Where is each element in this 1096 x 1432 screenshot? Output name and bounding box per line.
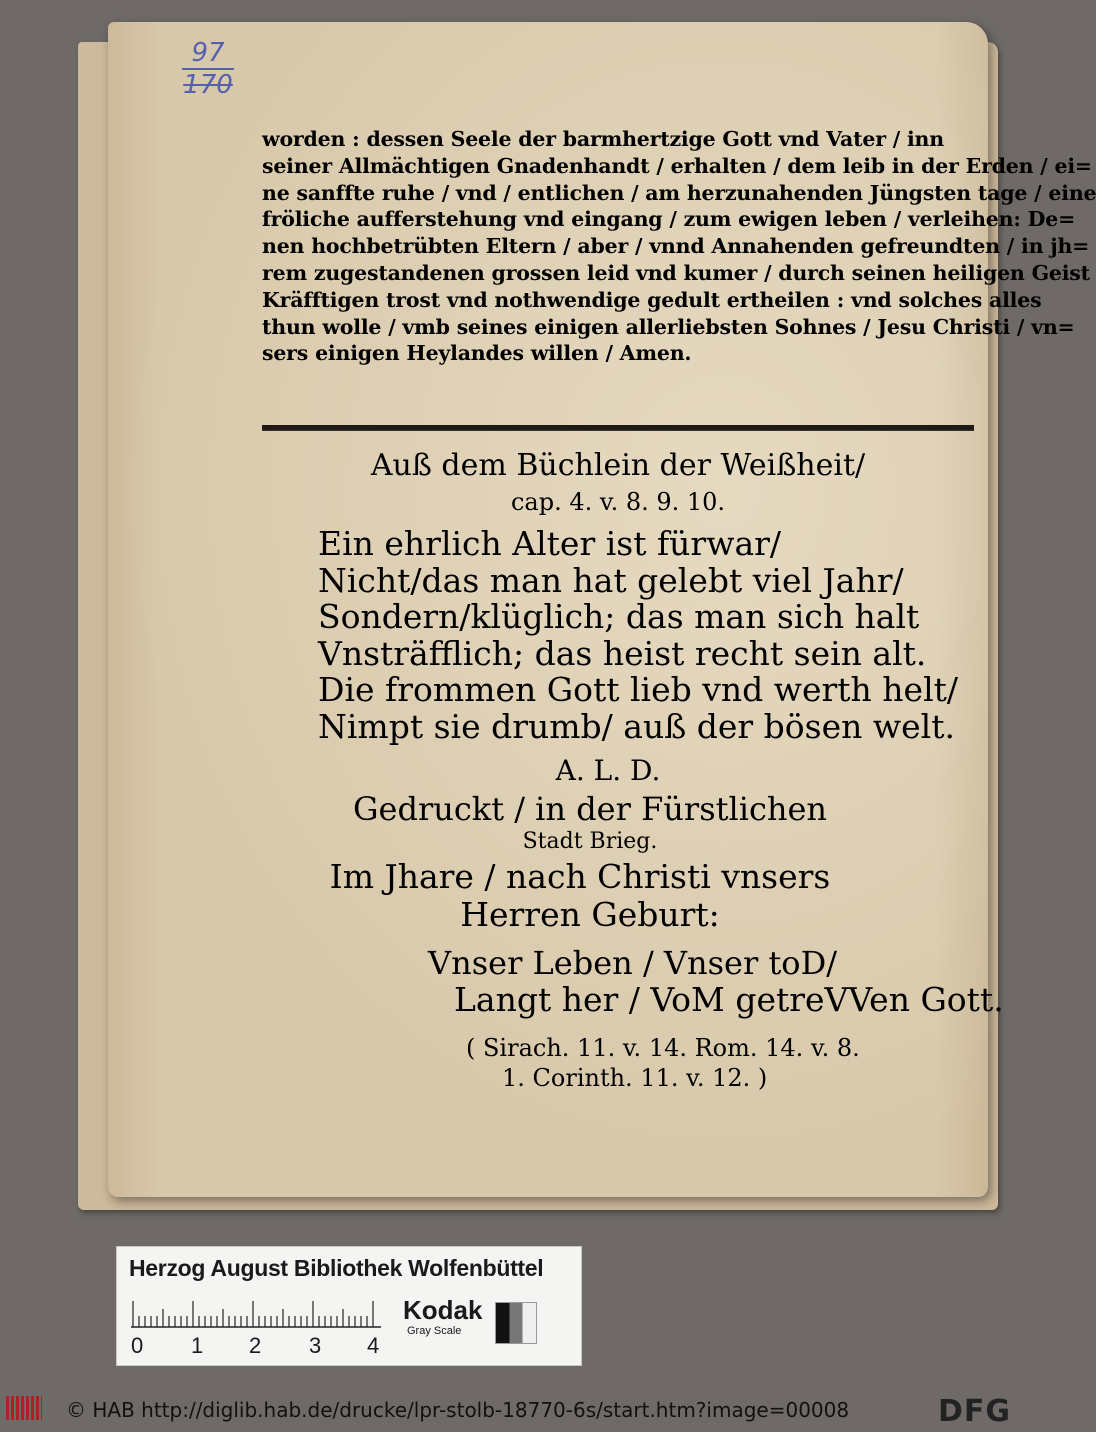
prose-line: ne sanffte ruhe / vnd / entlichen / am herzunahenden Jüngsten tage / eine [262,180,1096,205]
verse-line: Die frommen Gott lieb vnd werth helt/ [318,670,959,709]
scripture-reference: 1. Corinth. 11. v. 12. ) [502,1064,768,1092]
prose-line: worden : dessen Seele der barmhertzige Gott vnd Vater / inn [262,127,944,151]
prose-line: fröliche aufferstehung vnd eingang / zum ewigen leben / verleihen: De= [262,207,1076,232]
prose-line: rem zugestandenen grossen leid vnd kumer / durch seinen heiligen Geist [262,260,1090,285]
shelfmark-crossed-number: 170 [183,70,233,100]
imprint-line: Stadt Brieg. [522,829,658,854]
prose-line: sers einigen Heylandes willen / Amen. [262,341,692,366]
verse-line: Sondern/klüglich; das man sich halt [318,597,920,636]
prose-line: thun wolle / vmb seines einigen allerliebsten Sohnes / Jesu Christi / vn= [262,314,1075,339]
verse-block [318,526,958,745]
section-subheading: cap. 4. v. 8. 9. 10. [510,488,726,516]
library-scale-card [116,1246,582,1366]
imprint-line: Im Jhare / nach Christi vnsers [329,857,831,896]
dfg-logo: DFG [938,1394,1012,1429]
shelfmark-annotation [178,38,238,100]
shelfmark-number: 97 [191,38,225,68]
prose-paragraph [262,126,1096,367]
library-name: Herzog August Bibliothek Wolfenbüttel [129,1255,544,1281]
kodak-logo-text: Kodak [403,1295,483,1325]
gray-scale-label: Gray Scale [407,1325,462,1337]
scripture-reference: ( Sirach. 11. v. 14. Rom. 14. v. 8. [466,1034,860,1062]
ruler-number: 4 [367,1333,380,1358]
verse-line: Ein ehrlich Alter ist fürwar/ [318,524,782,563]
prose-line: seiner Allmächtigen Gnadenhandt / erhalten / dem leib in der Erden / ei= [262,153,1092,178]
section-heading: Auß dem Büchlein der Weißheit/ [370,448,866,483]
imprint-line: Gedruckt / in der Fürstlichen [352,790,828,828]
ruler-number: 3 [309,1333,322,1358]
prose-line: Kräfftigen trost vnd nothwendige gedult ertheilen : vnd solches alles [262,287,1042,312]
barcode-icon [6,1396,42,1420]
verse-line: Vnsträfflich; das heist recht sein alt. [318,633,927,673]
verse-line: Nimpt sie drumb/ auß der bösen welt. [318,706,955,746]
section-divider-rule [262,425,974,431]
ruler-number: 0 [131,1333,144,1358]
prose-line: nen hochbetrübten Eltern / aber / vnnd Annahenden gefreundten / in jh= [262,234,1090,259]
verse-line: Nicht/das man hat gelebt viel Jahr/ [318,560,904,600]
imprint-initials: A. L. D. [555,754,661,787]
footer-bar [0,1396,1024,1432]
imprint-line: Herren Geburt: [460,895,720,934]
gray-scale-swatch [495,1302,537,1344]
chronogram-line: Langt her / VoM getreVVen Gott. [454,980,1004,1019]
citation-url[interactable]: © HAB http://diglib.hab.de/drucke/lpr-stolb-18770-6s/start.htm?image=00008 [66,1398,850,1422]
chronogram-line: Vnser Leben / Vnser toD/ [428,944,837,982]
ruler-number: 2 [249,1333,262,1358]
ruler-number: 1 [191,1333,204,1358]
